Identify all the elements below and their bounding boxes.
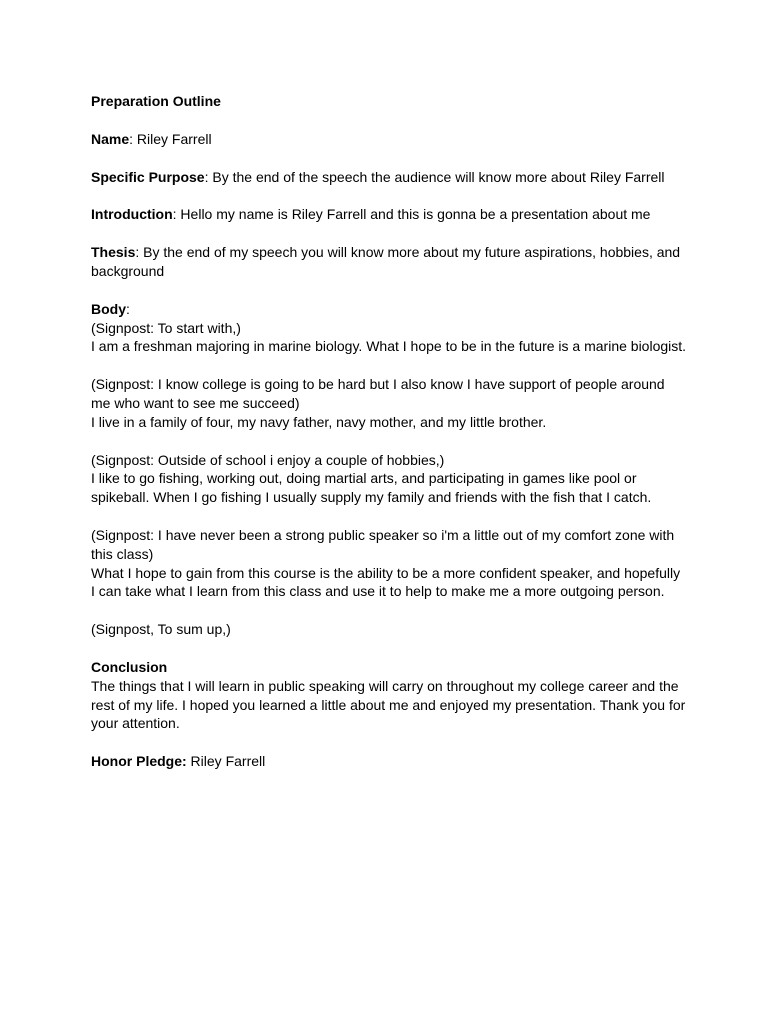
body-section <box>91 451 691 507</box>
specific-purpose-label: Specific Purpose <box>91 168 205 185</box>
specific-purpose-field <box>91 168 691 187</box>
conclusion-text-line: rest of my life. I hoped you learned a little about me and enjoyed my presentation. Thank you for <box>91 696 686 713</box>
specific-purpose-value: : By the end of the speech the audience will know more about Riley Farrell <box>204 168 665 185</box>
signpost-line: (Signpost: To start with,) <box>91 319 241 336</box>
document-content <box>91 92 691 790</box>
honor-pledge-value: Riley Farrell <box>186 753 266 770</box>
honor-pledge-label: Honor Pledge: <box>91 753 187 770</box>
introduction-label: Introduction <box>91 206 173 223</box>
name-field <box>91 130 691 149</box>
conclusion-label: Conclusion <box>91 658 168 675</box>
body-label-suffix: : <box>126 300 130 317</box>
body-label: Body <box>91 300 126 317</box>
body-label-line <box>91 300 691 319</box>
conclusion-label-line <box>91 658 691 677</box>
thesis-text: : By the end of my speech you will know more about my future aspirations, hobbies, and <box>135 244 681 261</box>
introduction-value: : Hello my name is Riley Farrell and this is gonna be a presentation about me <box>172 206 651 223</box>
name-label: Name <box>91 130 130 147</box>
thesis-label: Thesis <box>91 244 136 261</box>
body-text-line: What I hope to gain from this course is the ability to be a more confident speaker, and hopefully <box>91 564 681 581</box>
conclusion-text-line: The things that I will learn in public speaking will carry on throughout my college career and the <box>91 677 679 694</box>
body-section <box>91 526 691 601</box>
introduction-field <box>91 205 691 224</box>
document-title: Preparation Outline <box>91 93 221 109</box>
body-text-line: spikeball. When I go fishing I usually supply my family and friends with the fish that I catch. <box>91 489 652 506</box>
body-text-line: I like to go fishing, working out, doing martial arts, and participating in games like pool or <box>91 470 637 487</box>
body-section <box>91 319 691 357</box>
honor-pledge-field <box>91 752 691 771</box>
body-section <box>91 620 691 639</box>
conclusion-text-line: your attention. <box>91 715 180 732</box>
thesis-line: background <box>91 262 165 279</box>
body-text-line: I can take what I learn from this class and use it to help to make me a more outgoing person. <box>91 583 665 600</box>
signpost-line: this class) <box>91 545 154 562</box>
thesis-field <box>91 243 691 281</box>
thesis-line <box>91 243 691 262</box>
body-section <box>91 375 691 431</box>
signpost-line: me who want to see me succeed) <box>91 394 300 411</box>
signpost-line: (Signpost: I have never been a strong public speaker so i'm a little out of my comfort zone with <box>91 526 675 543</box>
body-text-line: I am a freshman majoring in marine biology. What I hope to be in the future is a marine biologist. <box>91 338 687 355</box>
signpost-line: (Signpost: I know college is going to be hard but I also know I have support of people around <box>91 376 665 393</box>
signpost-line: (Signpost: Outside of school i enjoy a couple of hobbies,) <box>91 451 445 468</box>
signpost-line: (Signpost, To sum up,) <box>91 621 231 638</box>
document-title-block <box>91 92 691 111</box>
conclusion-field <box>91 658 691 733</box>
name-value: : Riley Farrell <box>129 130 212 147</box>
body-text-line: I live in a family of four, my navy father, navy mother, and my little brother. <box>91 413 547 430</box>
